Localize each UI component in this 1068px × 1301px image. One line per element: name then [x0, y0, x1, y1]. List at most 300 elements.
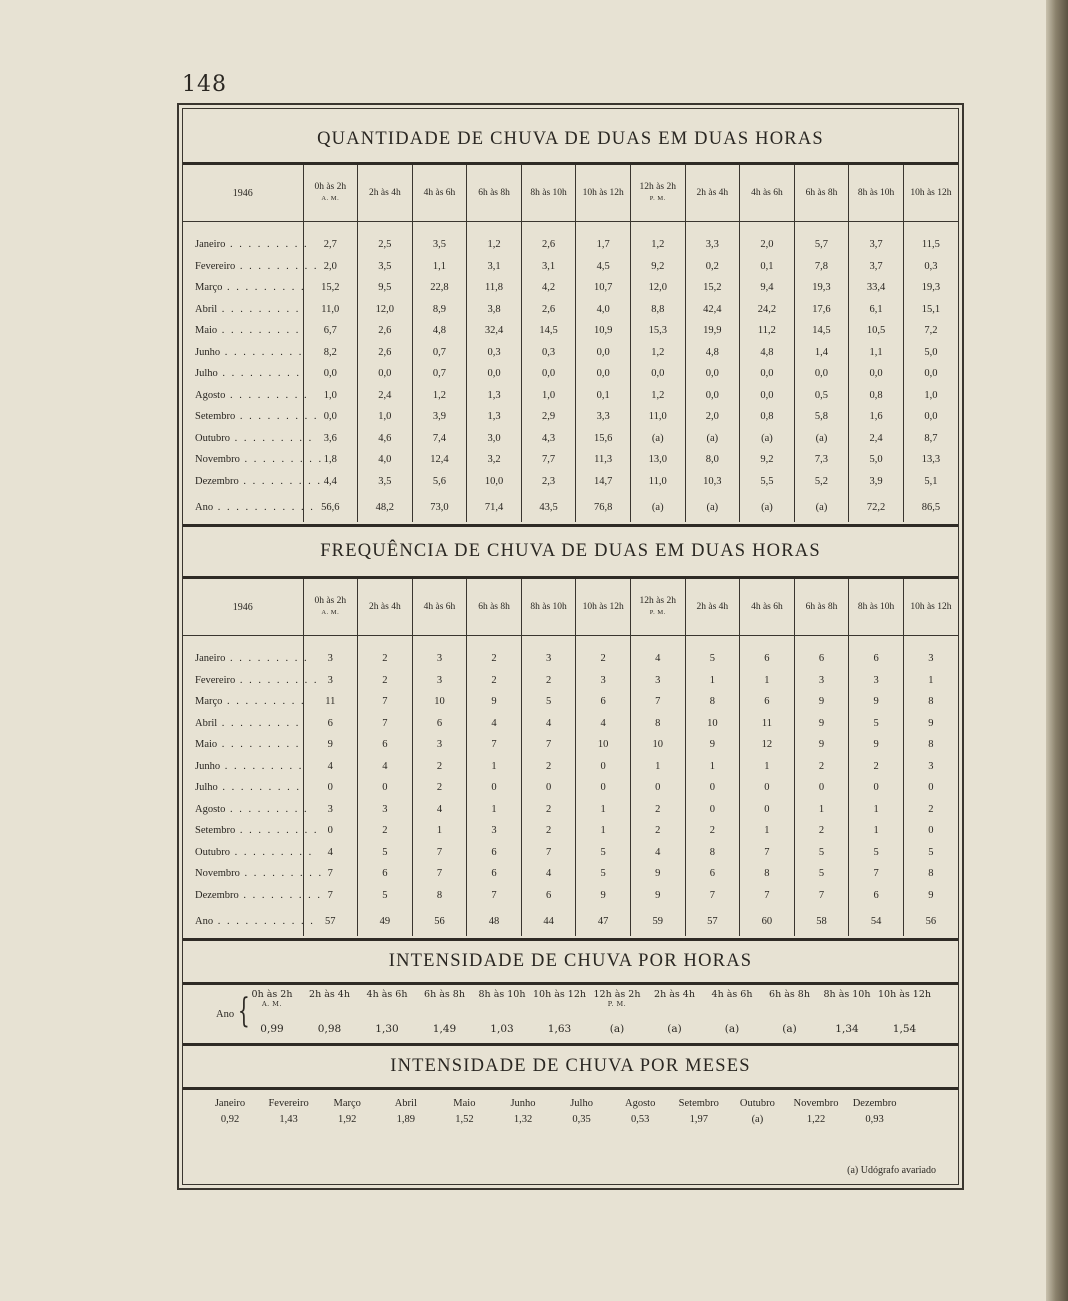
value-cell: 3,3 — [685, 234, 740, 256]
value-cell: 1 — [576, 820, 631, 842]
value-cell: 0,0 — [794, 363, 849, 385]
spacer-cell — [685, 222, 740, 235]
value-cell: 0,0 — [521, 363, 576, 385]
month-cell — [183, 342, 303, 364]
monthly-intensity-month: Maio — [453, 1098, 476, 1109]
value-cell: 9 — [903, 713, 958, 735]
am-label: A. M. — [261, 1000, 283, 1008]
monthly-intensity-month: Fevereiro — [268, 1098, 309, 1109]
time-range-label: 0h às 2h — [314, 182, 347, 192]
hourly-intensity-value: 1,54 — [892, 1023, 917, 1035]
value-cell: 11 — [303, 691, 358, 713]
leader-dots: . . . . . . . . . — [235, 825, 319, 837]
monthly-intensity-month: Novembro — [793, 1098, 839, 1109]
value-cell: 7 — [740, 885, 795, 907]
value-cell: 14,5 — [794, 320, 849, 342]
hourly-intensity-header — [473, 989, 531, 1000]
year-total-cell: 86,5 — [903, 492, 958, 522]
value-cell: 2,0 — [740, 234, 795, 256]
table-row — [183, 299, 958, 321]
year-total-cell: 56 — [412, 906, 467, 936]
table-row — [183, 734, 958, 756]
monthly-intensity-value: 0,53 — [631, 1114, 650, 1125]
value-cell: 3 — [521, 648, 576, 670]
table-row — [183, 691, 958, 713]
value-cell: 0,0 — [849, 363, 904, 385]
value-cell: 11,0 — [630, 406, 685, 428]
value-cell: 5 — [794, 842, 849, 864]
value-cell: 9 — [849, 734, 904, 756]
year-total-cell: 72,2 — [849, 492, 904, 522]
value-cell: 10,0 — [467, 471, 522, 493]
month-cell — [183, 820, 319, 842]
time-range-label: 4h às 6h — [751, 187, 783, 198]
table-row — [183, 471, 958, 493]
value-cell: 9 — [630, 885, 685, 907]
month-label: Novembro — [195, 454, 240, 466]
value-cell: 32,4 — [467, 320, 522, 342]
value-cell: 5 — [849, 842, 904, 864]
time-range-label: 8h às 10h — [530, 187, 567, 198]
leader-dots: . . . . . . . . . — [239, 868, 324, 880]
value-cell: 2 — [521, 820, 576, 842]
rainfall-quantity-table — [183, 165, 958, 522]
monthly-intensity-block — [183, 1090, 958, 1138]
month-label: Novembro — [195, 868, 240, 880]
month-label: Outubro — [195, 846, 230, 858]
spacer-cell — [521, 222, 576, 235]
value-cell: 7 — [358, 713, 413, 735]
value-cell: 1,1 — [849, 342, 904, 364]
value-cell: 6 — [521, 885, 576, 907]
time-column-header — [521, 579, 576, 636]
value-cell: 3,3 — [576, 406, 631, 428]
value-cell: 5 — [794, 863, 849, 885]
value-cell: 2 — [521, 670, 576, 692]
value-cell: 2 — [412, 777, 467, 799]
value-cell: 8,7 — [903, 428, 958, 450]
month-label: Fevereiro — [195, 674, 236, 686]
value-cell: 12,0 — [358, 299, 413, 321]
section1-bottom-rule — [183, 524, 958, 527]
section3-title: INTENSIDADE DE CHUVA POR HORAS — [388, 951, 753, 971]
time-column-header — [576, 165, 631, 222]
value-cell: 0,3 — [903, 256, 958, 278]
value-cell: 4,0 — [576, 299, 631, 321]
time-range-label: 12h às 2h — [593, 989, 641, 1000]
leader-dots: . . . . . . . . . — [225, 389, 309, 401]
value-cell: 5,5 — [740, 471, 795, 493]
time-column-header — [685, 579, 740, 636]
value-cell: 5 — [576, 842, 631, 864]
value-cell: 13,3 — [903, 449, 958, 471]
spacer-cell — [183, 222, 303, 235]
table-row — [183, 385, 958, 407]
table-row — [183, 320, 958, 342]
value-cell: 0 — [303, 820, 358, 842]
hourly-intensity-value: 1,63 — [547, 1023, 572, 1035]
hourly-intensity-header — [531, 989, 589, 1000]
value-cell: 0 — [903, 777, 958, 799]
time-range-label: 4h às 6h — [711, 989, 753, 1000]
value-cell: 2,4 — [358, 385, 413, 407]
value-cell: 3,7 — [849, 256, 904, 278]
value-cell: 2,6 — [521, 299, 576, 321]
time-column-header — [303, 165, 358, 222]
value-cell: 5 — [685, 648, 740, 670]
time-column-header — [794, 165, 849, 222]
value-cell: 4,8 — [685, 342, 740, 364]
value-cell: 4,2 — [521, 277, 576, 299]
value-cell: 9 — [576, 885, 631, 907]
year-total-cell: 48 — [467, 906, 522, 936]
value-cell: 2 — [849, 756, 904, 778]
value-cell: 3,8 — [467, 299, 522, 321]
value-cell: 8 — [412, 885, 467, 907]
table-row — [183, 449, 958, 471]
table-row — [183, 363, 958, 385]
value-cell: 2 — [794, 756, 849, 778]
value-cell: 3 — [412, 648, 467, 670]
value-cell: 3 — [576, 670, 631, 692]
spacer-cell — [576, 636, 631, 649]
time-range-label: 2h às 4h — [369, 601, 401, 612]
spacer-cell — [630, 636, 685, 649]
spacer-cell — [794, 636, 849, 649]
value-cell: 0,0 — [740, 385, 795, 407]
hourly-intensity-value: 1,30 — [375, 1023, 399, 1035]
month-cell — [183, 734, 303, 756]
value-cell: 7 — [412, 842, 467, 864]
pm-label: P. M. — [607, 1000, 627, 1008]
time-range-label: 2h às 4h — [309, 989, 350, 1000]
value-cell: 12,4 — [412, 449, 467, 471]
value-cell: 4 — [303, 842, 358, 864]
year-total-cell: 47 — [576, 906, 631, 936]
value-cell: 4,6 — [358, 428, 413, 450]
value-cell: 11,0 — [303, 299, 358, 321]
time-column-header — [521, 165, 576, 222]
table-row — [183, 256, 958, 278]
time-range-label: 4h às 6h — [423, 187, 456, 198]
time-range-label: 8h às 10h — [823, 989, 871, 1000]
header-row — [183, 165, 958, 222]
value-cell: 1 — [740, 820, 795, 842]
time-range-label: 4h às 6h — [423, 601, 456, 612]
value-cell: 5 — [903, 842, 958, 864]
year-total-cell: 43,5 — [521, 492, 576, 522]
spacer-cell — [740, 636, 795, 649]
spacer-cell — [685, 636, 740, 649]
year-total-cell: 57 — [685, 906, 740, 936]
value-cell: 1,2 — [630, 385, 685, 407]
month-cell — [183, 885, 322, 907]
value-cell: 0,1 — [576, 385, 631, 407]
value-cell: 0,5 — [794, 385, 849, 407]
value-cell: 7 — [849, 863, 904, 885]
value-cell: 1,8 — [303, 449, 358, 471]
value-cell: 0 — [303, 777, 358, 799]
spacer-cell — [303, 636, 358, 649]
value-cell: 1,2 — [630, 342, 685, 364]
value-cell: 2,5 — [358, 234, 413, 256]
leader-dots: . . . . . . . . . — [217, 782, 302, 794]
value-cell: 6 — [576, 691, 631, 713]
hourly-intensity-row-label: Ano — [216, 1009, 235, 1020]
value-cell: 8,2 — [303, 342, 358, 364]
value-cell: 6 — [849, 648, 904, 670]
value-cell: 2 — [576, 648, 631, 670]
leader-dots: . . . . . . . . . — [217, 325, 301, 337]
spacer-cell — [521, 636, 576, 649]
time-range-label: 0h às 2h — [251, 989, 293, 1000]
value-cell: 1,2 — [467, 234, 522, 256]
value-cell: 3,2 — [467, 449, 522, 471]
year-total-cell: 49 — [358, 906, 413, 936]
spacer-cell — [903, 222, 958, 235]
pm-label: P. M. — [649, 195, 666, 202]
value-cell: 2 — [903, 799, 958, 821]
value-cell: 12 — [740, 734, 795, 756]
value-cell: 6,1 — [849, 299, 904, 321]
value-cell: 8 — [903, 734, 958, 756]
value-cell: 14,7 — [576, 471, 631, 493]
spacer-row — [183, 636, 958, 649]
hourly-intensity-value: (a) — [782, 1023, 797, 1035]
value-cell: 19,3 — [794, 277, 849, 299]
time-column-header — [412, 165, 467, 222]
value-cell: 0,0 — [358, 363, 413, 385]
value-cell: 9 — [303, 734, 358, 756]
value-cell: 0,0 — [903, 363, 958, 385]
table-row — [183, 342, 958, 364]
time-column-header — [740, 165, 795, 222]
value-cell: 1 — [685, 670, 740, 692]
value-cell: 0,0 — [740, 363, 795, 385]
value-cell: 0 — [740, 777, 795, 799]
year-total-cell: (a) — [740, 492, 795, 522]
value-cell: 3,5 — [412, 234, 467, 256]
table-row — [183, 277, 958, 299]
value-cell: 4 — [521, 713, 576, 735]
year-total-cell: 56 — [903, 906, 958, 936]
month-label: Janeiro — [195, 653, 226, 665]
hourly-intensity-header — [703, 989, 761, 1000]
value-cell: 5 — [358, 842, 413, 864]
month-label: Maio — [195, 739, 218, 751]
time-column-header — [903, 579, 958, 636]
value-cell: 2,3 — [521, 471, 576, 493]
value-cell: 4,8 — [412, 320, 467, 342]
month-cell — [183, 256, 319, 278]
month-cell — [183, 799, 309, 821]
month-cell — [183, 471, 322, 493]
value-cell: 2 — [358, 670, 413, 692]
value-cell: 6 — [412, 713, 467, 735]
time-column-header — [630, 579, 685, 636]
value-cell: 7 — [521, 734, 576, 756]
value-cell: 4 — [358, 756, 413, 778]
time-column-header — [903, 165, 958, 222]
value-cell: 3 — [412, 670, 467, 692]
spacer-cell — [794, 222, 849, 235]
value-cell: 1,3 — [467, 406, 522, 428]
monthly-intensity-value: 0,93 — [865, 1114, 884, 1125]
month-cell — [183, 363, 303, 385]
monthly-intensity-month: Junho — [510, 1098, 536, 1109]
value-cell: 0,2 — [685, 256, 740, 278]
value-cell: 1 — [467, 756, 522, 778]
value-cell: 9 — [903, 885, 958, 907]
value-cell: 6 — [849, 885, 904, 907]
value-cell: 6 — [740, 648, 795, 670]
value-cell: 9 — [794, 691, 849, 713]
year-total-label-cell — [183, 906, 315, 936]
time-range-label: 6h às 8h — [478, 187, 510, 198]
value-cell: 1,3 — [467, 385, 522, 407]
spacer-cell — [183, 636, 303, 649]
value-cell: 5,8 — [794, 406, 849, 428]
table-row — [183, 670, 958, 692]
value-cell: 3,0 — [467, 428, 522, 450]
pm-label: P. M. — [649, 609, 666, 616]
value-cell: 12,0 — [630, 277, 685, 299]
header-row — [183, 579, 958, 636]
time-range-label: 4h às 6h — [366, 989, 408, 1000]
value-cell: 5,0 — [903, 342, 958, 364]
time-column-header — [467, 579, 522, 636]
value-cell: 4 — [412, 799, 467, 821]
leader-dots: . . . . . . . . . — [230, 432, 314, 444]
value-cell: 2,4 — [849, 428, 904, 450]
value-cell: 4 — [630, 842, 685, 864]
value-cell: 5 — [849, 713, 904, 735]
leader-dots: . . . . . . . . . — [225, 239, 309, 251]
spacer-cell — [412, 222, 467, 235]
value-cell: 15,6 — [576, 428, 631, 450]
month-label: Março — [195, 696, 223, 708]
value-cell: 2 — [521, 756, 576, 778]
leader-dots: . . . . . . . . . — [222, 282, 306, 294]
value-cell: 7 — [303, 863, 358, 885]
value-cell: 1,0 — [358, 406, 413, 428]
value-cell: 8 — [685, 842, 740, 864]
month-cell — [183, 691, 306, 713]
am-label: A. M. — [321, 195, 340, 202]
value-cell: 9 — [794, 713, 849, 735]
time-range-label: 2h às 4h — [696, 601, 729, 612]
footnote: (a) Udógrafo avariado — [847, 1165, 936, 1176]
value-cell: 0 — [903, 820, 958, 842]
time-range-label: 8h às 10h — [478, 989, 526, 1000]
value-cell: 2,7 — [303, 234, 358, 256]
value-cell: 2,9 — [521, 406, 576, 428]
hourly-intensity-block — [183, 985, 958, 1041]
value-cell: 0 — [521, 777, 576, 799]
value-cell: 1,1 — [412, 256, 467, 278]
value-cell: 0 — [630, 777, 685, 799]
month-label: Janeiro — [195, 239, 226, 251]
table-row — [183, 863, 958, 885]
leader-dots: . . . . . . . . . — [217, 303, 301, 315]
value-cell: 5,7 — [794, 234, 849, 256]
value-cell: 2 — [467, 670, 522, 692]
monthly-intensity-month: Dezembro — [852, 1098, 897, 1109]
year-total-cell: (a) — [630, 492, 685, 522]
value-cell: 5,2 — [794, 471, 849, 493]
value-cell: 15,2 — [303, 277, 358, 299]
value-cell: 0 — [358, 777, 413, 799]
value-cell: 10,3 — [685, 471, 740, 493]
value-cell: 7,3 — [794, 449, 849, 471]
time-column-header — [630, 165, 685, 222]
month-cell — [183, 406, 319, 428]
leader-dots: . . . . . . . . . — [235, 674, 319, 686]
value-cell: 8 — [740, 863, 795, 885]
value-cell: 1 — [849, 820, 904, 842]
value-cell: 7 — [412, 863, 467, 885]
value-cell: 3 — [903, 648, 958, 670]
value-cell: 4 — [521, 863, 576, 885]
value-cell: 1,4 — [794, 342, 849, 364]
value-cell: 1 — [576, 799, 631, 821]
time-column-header — [358, 579, 413, 636]
value-cell: 1,2 — [630, 234, 685, 256]
leader-dots: . . . . . . . . . — [225, 653, 309, 665]
value-cell: 7 — [521, 842, 576, 864]
time-range-label: 10h às 12h — [582, 601, 624, 612]
time-column-header — [576, 579, 631, 636]
value-cell: (a) — [630, 428, 685, 450]
spacer-row — [183, 222, 958, 235]
value-cell: 3,1 — [467, 256, 522, 278]
year-total-cell: 57 — [303, 906, 358, 936]
month-label: Fevereiro — [195, 260, 236, 272]
value-cell: 3,5 — [358, 256, 413, 278]
value-cell: 8 — [903, 863, 958, 885]
value-cell: 11,3 — [576, 449, 631, 471]
time-range-label: 8h às 10h — [857, 187, 895, 198]
year-total-cell: 56,6 — [303, 492, 358, 522]
hourly-intensity-header — [588, 989, 646, 1008]
value-cell: 4,3 — [521, 428, 576, 450]
value-cell: 6,7 — [303, 320, 358, 342]
value-cell: 3 — [849, 670, 904, 692]
time-column-header — [467, 165, 522, 222]
value-cell: 2 — [521, 799, 576, 821]
value-cell: 10 — [412, 691, 467, 713]
value-cell: 1 — [740, 670, 795, 692]
month-cell — [183, 299, 303, 321]
value-cell: 3,9 — [412, 406, 467, 428]
value-cell: 7 — [685, 885, 740, 907]
time-range-label: 2h às 4h — [369, 187, 401, 198]
monthly-intensity-value: (a) — [751, 1114, 764, 1125]
value-cell: (a) — [685, 428, 740, 450]
monthly-intensity-value: 1,97 — [689, 1114, 708, 1125]
value-cell: 4,4 — [303, 471, 358, 493]
value-cell: 9 — [630, 863, 685, 885]
value-cell: 9,5 — [358, 277, 413, 299]
hourly-intensity-header — [243, 989, 301, 1008]
value-cell: 15,1 — [903, 299, 958, 321]
month-cell — [183, 385, 309, 407]
am-label: A. M. — [321, 609, 340, 616]
leader-dots: . . . . . . . . . — [220, 346, 304, 358]
hourly-intensity-header — [416, 989, 474, 1000]
value-cell: 1 — [412, 820, 467, 842]
value-cell: 22,8 — [412, 277, 467, 299]
